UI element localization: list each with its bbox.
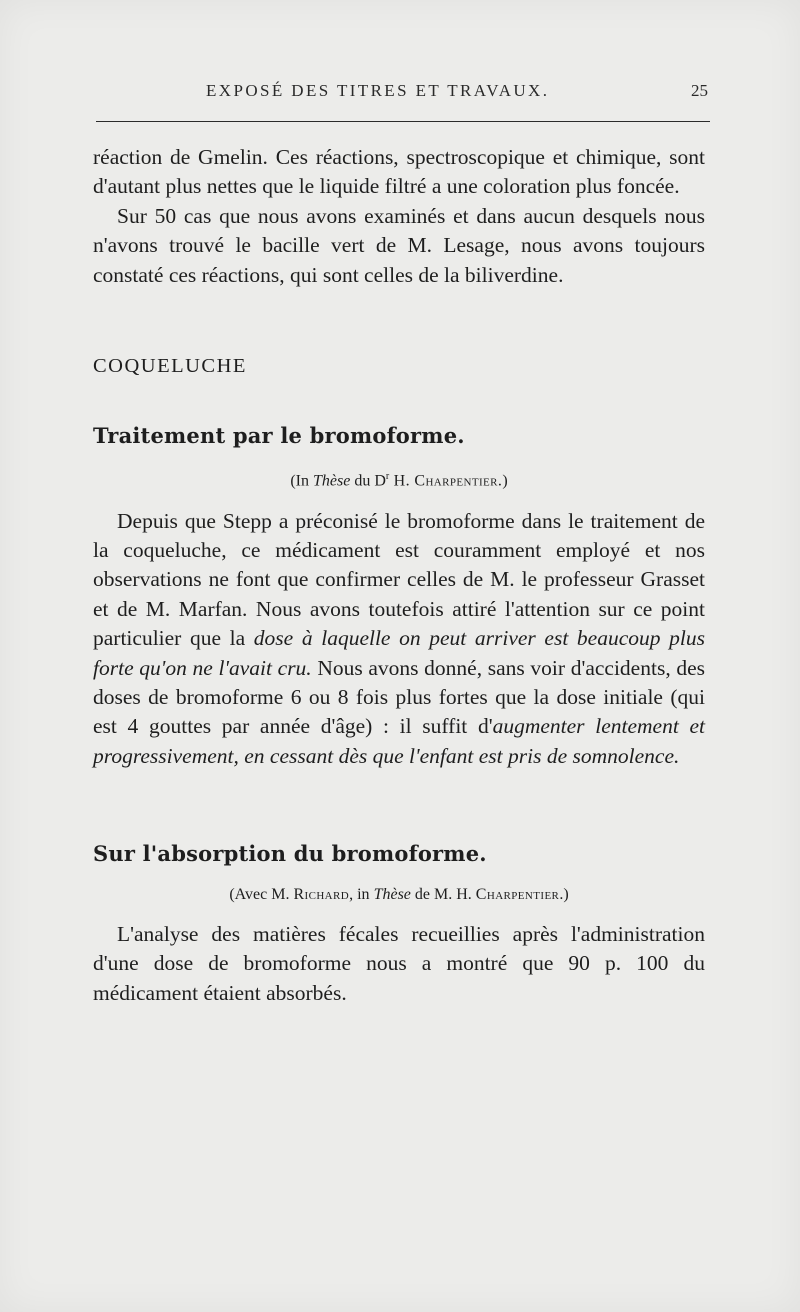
section-title-traitement: Traitement par le bromoforme. <box>93 423 465 449</box>
paragraph-absorption: L'analyse des matières fécales recueillies après l'administration d'une dose de bromoforme nous a montré que 90 p. 100 du médicament étaient absorbés. <box>93 922 705 1005</box>
page-body <box>93 143 705 1008</box>
section-source-traitement: (In Thèse du $D^r$ H. Charpentier.) <box>290 470 508 490</box>
paragraph-biliverdine: Sur 50 cas que nous avons examinés et dans aucun desquels nous n'avons trouvé le bacille vert de M. Lesage, nous avons toujours constaté ces réactions, qui sont celles de la biliverdine. <box>93 203 705 287</box>
paragraph-continuation: réaction de Gmelin. Ces réactions, spectroscopique et chimique, sont d'autant plus nettes que le liquide filtré a une coloration plus foncée. <box>93 145 705 199</box>
header-rule <box>96 121 710 122</box>
page-number: 25 <box>691 81 708 100</box>
chapter-title: COQUELUCHE <box>93 355 247 378</box>
section-source-absorption: (Avec M. Richard, in Thèse de M. H. Charpentier.) <box>229 885 569 903</box>
section-title-absorption: Sur l'absorption du bromoforme. <box>93 841 487 867</box>
running-header-title: EXPOSÉ DES TITRES ET TRAVAUX. <box>206 81 550 100</box>
paragraph-traitement: Depuis que Stepp a préconisé le bromoforme dans le traitement de la coqueluche, ce médicament est couramment employé et nos observations ne font que confirmer celles de M. le professeur Grasset et de M. Marfan. Nous avons toutefois attiré l'attention sur ce point particulier que la dose à laquelle on peut arriver est beaucoup plus forte qu'on ne l'avait cru. Nous avons donné, sans voir d'accidents, des doses de bromoforme 6 ou 8 fois plus fortes que la dose initiale (qui est 4 gouttes par année d'âge) : il suffit d'augmenter lentement et progressivement, en cessant dès que l'enfant est pris de somnolence. <box>93 508 705 768</box>
